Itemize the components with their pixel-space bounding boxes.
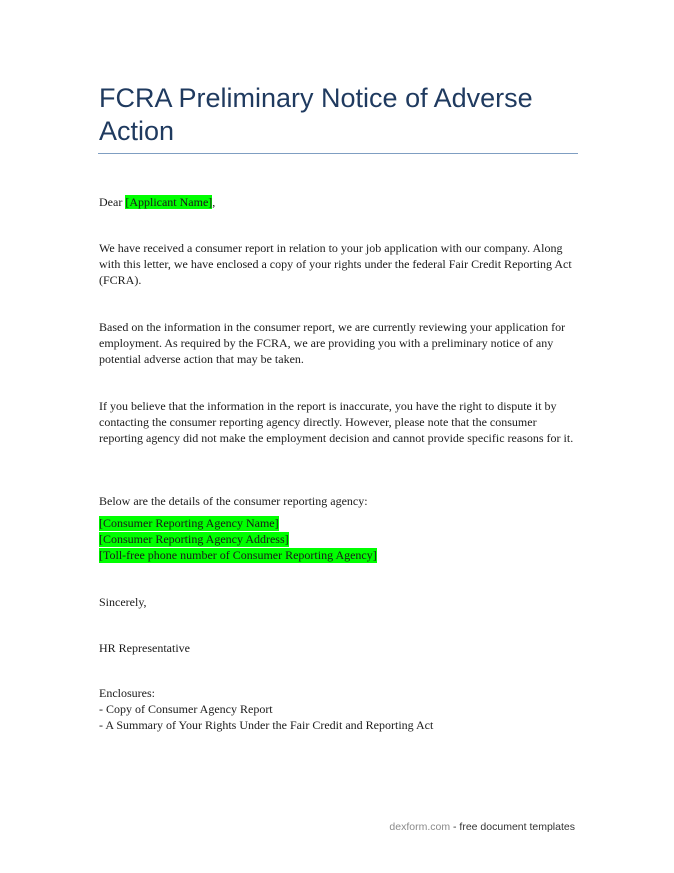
- agency-details: [99, 515, 579, 564]
- paragraph-reviewing: Based on the information in the consumer report, we are currently reviewing your application for employment. As required by the FCRA, we are providing you with a preliminary notice of any potential adverse action that may be taken.: [99, 320, 566, 367]
- enclosure-item: - Copy of Consumer Agency Report: [99, 702, 273, 717]
- enclosures-label: Enclosures:: [99, 686, 155, 700]
- greeting-salutation: Dear: [99, 195, 126, 209]
- paragraph-report-received: We have received a consumer report in relation to your job application with our company. Along with this letter, we have enclosed a copy of your rights under the federal Fair Credit Reporting Act (FCRA).: [99, 241, 572, 288]
- signature: HR Representative: [99, 641, 190, 655]
- footer-tagline: - free document templates: [450, 821, 575, 833]
- page-footer: [389, 821, 575, 833]
- title-divider: [98, 153, 578, 154]
- closing: Sincerely,: [99, 595, 147, 609]
- greeting-comma: ,: [212, 195, 216, 209]
- document-title: FCRA Preliminary Notice of Adverse Action: [99, 83, 533, 146]
- footer-brand-link[interactable]: dexform.com: [389, 821, 451, 833]
- agency-address-placeholder: [Consumer Reporting Agency Address]: [99, 532, 289, 547]
- agency-phone-placeholder: [Toll-free phone number of Consumer Reporting Agency]: [99, 548, 377, 563]
- applicant-name-placeholder: [Applicant Name]: [125, 195, 213, 209]
- greeting: [99, 194, 579, 210]
- agency-name-placeholder: [Consumer Reporting Agency Name]: [99, 516, 279, 530]
- agency-intro: Below are the details of the consumer reporting agency:: [99, 494, 368, 508]
- enclosure-item: - A Summary of Your Rights Under the Fair Credit and Reporting Act: [99, 718, 434, 733]
- enclosures: [99, 685, 579, 734]
- paragraph-dispute-rights: If you believe that the information in the report is inaccurate, you have the right to dispute it by contacting the consumer reporting agency directly. However, please note that the consumer reporting agency did not make the employment decision and cannot provide specific reasons for it.: [99, 399, 574, 446]
